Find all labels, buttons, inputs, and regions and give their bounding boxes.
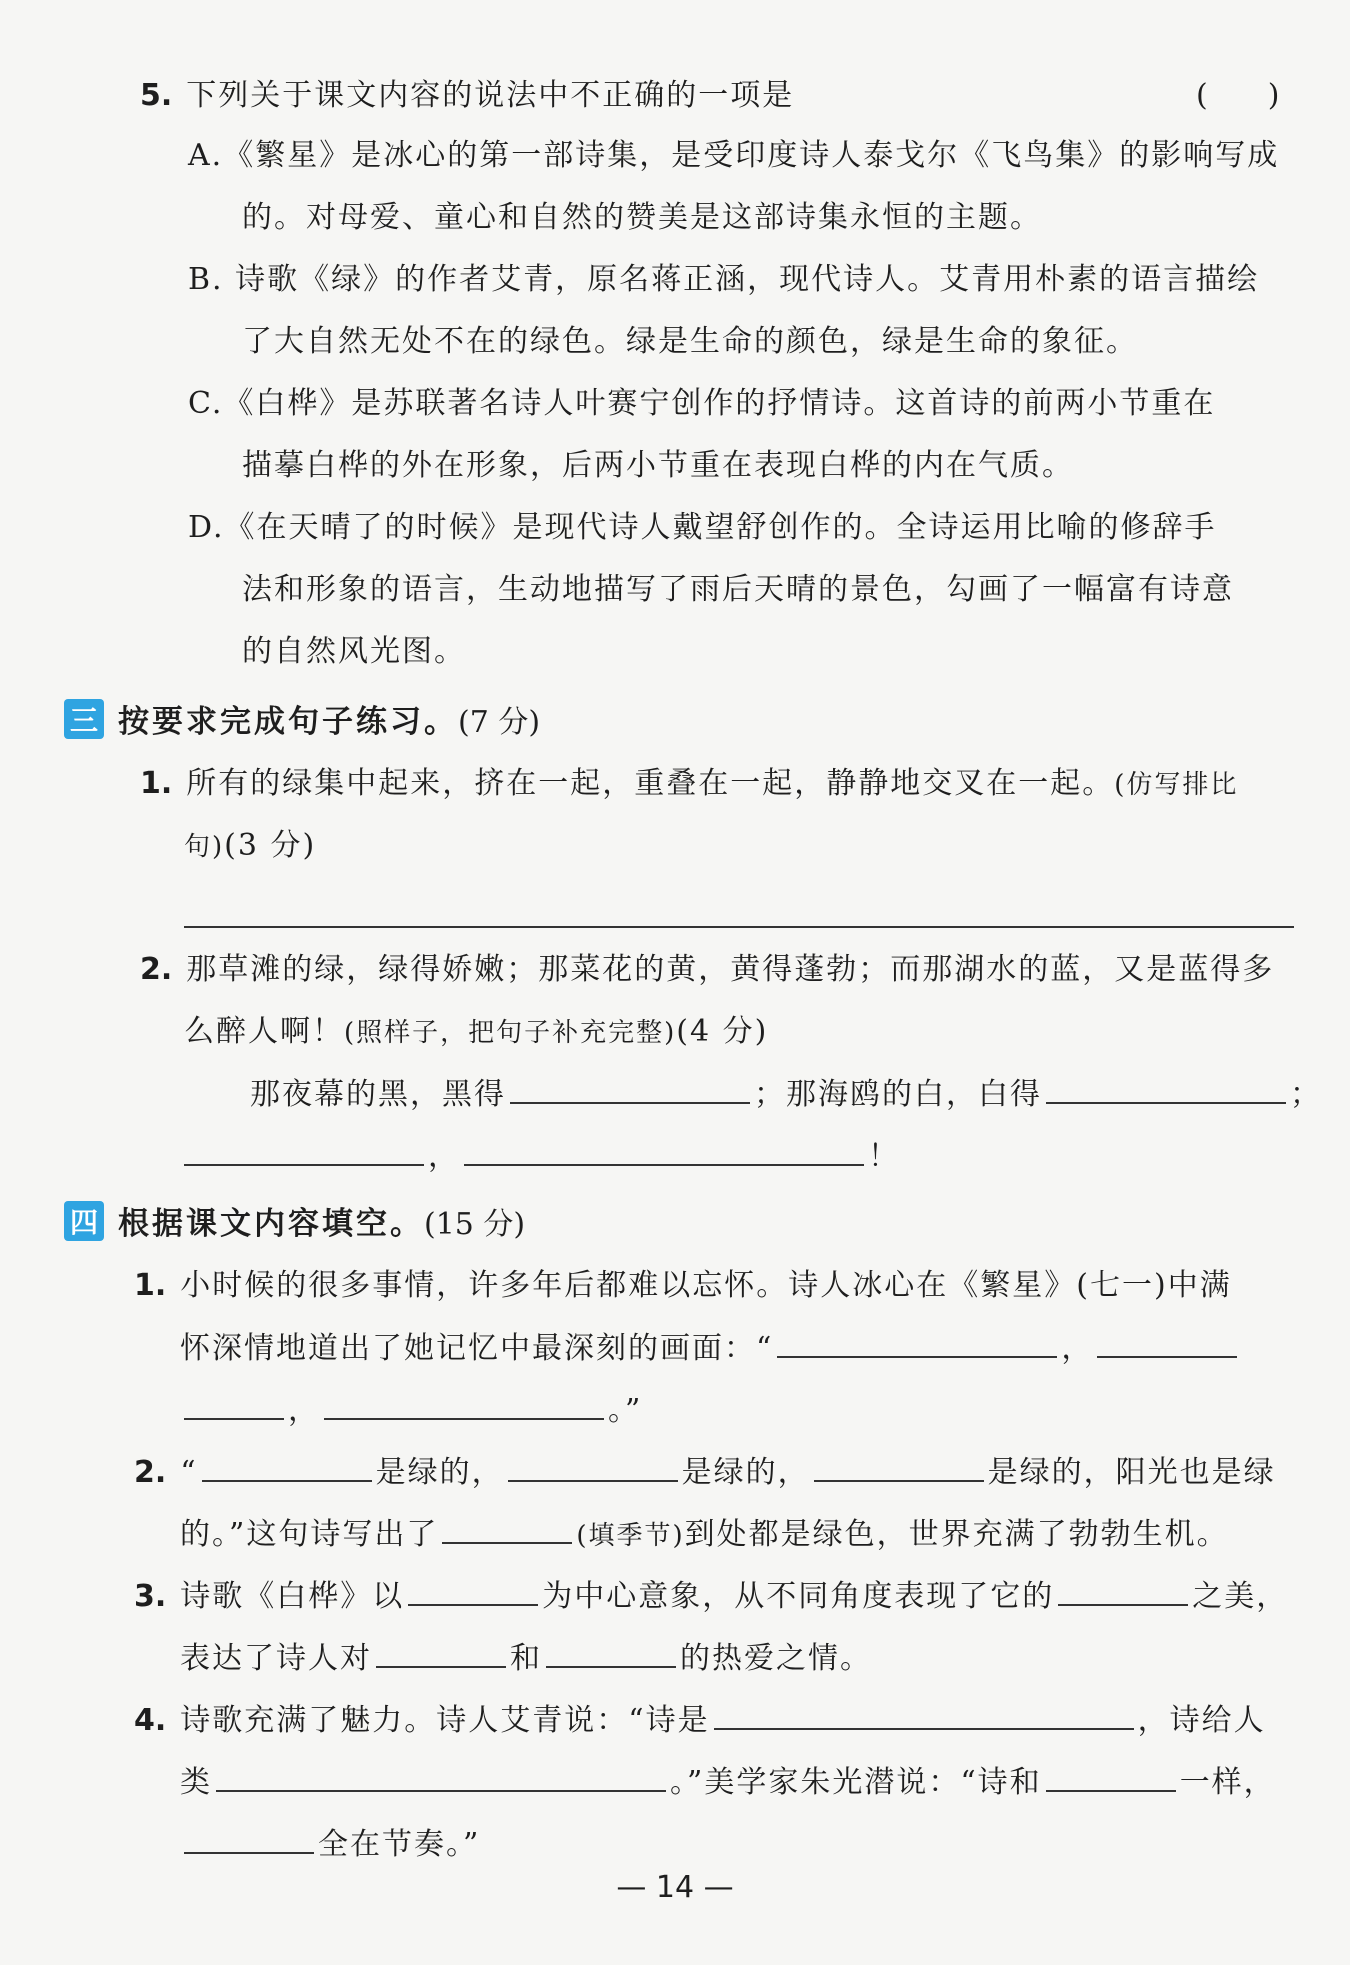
- s4-q3-text-2: 为中心意象，从不同角度表现了它的: [542, 1579, 1055, 1614]
- page-number: — 14 —: [616, 1870, 734, 1905]
- s4-q1-end-quote: 。”: [608, 1393, 643, 1428]
- s3-q2-number: 2.: [140, 952, 173, 987]
- s3-q2-prompt-a: 那夜幕的黑，黑得: [250, 1077, 506, 1112]
- s4-q4-blank-1[interactable]: [714, 1700, 1134, 1730]
- s4-q4-blank-3[interactable]: [1046, 1762, 1176, 1792]
- section-3-title: 按要求完成句子练习。: [118, 704, 458, 740]
- s4-q1-blank-1[interactable]: [777, 1328, 1057, 1358]
- s4-q2-blank-1[interactable]: [202, 1452, 372, 1482]
- s4-q3-text-1: 诗歌《白桦》以: [180, 1579, 405, 1614]
- s4-q4-line2: [180, 1762, 1276, 1803]
- s3-q2-prompt-b: ；那海鸥的白，白得: [754, 1077, 1042, 1112]
- s3-q2-line2: [184, 1012, 768, 1053]
- s4-q2-text-3: 是绿的，阳光也是绿: [987, 1455, 1276, 1490]
- s3-q2-text-end: 么醉人啊！: [184, 1014, 344, 1049]
- s3-q2-line3: [250, 1074, 1322, 1115]
- q5-stem: [140, 76, 794, 116]
- s3-q1-score: (3 分): [224, 828, 317, 863]
- s4-q4-text-6: 全在节奏。”: [318, 1827, 481, 1862]
- q5-option-d-line3: 的自然风光图。: [242, 634, 466, 669]
- s3-q2-blank-2[interactable]: [1046, 1074, 1286, 1104]
- s4-q1-line3: [180, 1390, 642, 1431]
- s4-q3-line1: [134, 1576, 1288, 1617]
- s4-q1-blank-2[interactable]: [1097, 1328, 1237, 1358]
- s4-q2-open-quote: “: [180, 1455, 198, 1490]
- s4-q3-text-4: 表达了诗人对: [180, 1641, 372, 1676]
- s4-q2-line1: [134, 1452, 1276, 1493]
- s3-q2-blank-4[interactable]: [464, 1136, 864, 1166]
- q5-number: 5.: [140, 78, 173, 113]
- s4-q1-line2: [180, 1328, 1241, 1369]
- s4-q1-comma-2: ，: [288, 1393, 320, 1428]
- s4-q3-text-6: 的热爱之情。: [680, 1641, 872, 1676]
- s3-q2-score: (4 分): [676, 1014, 769, 1049]
- s3-q1-answer-line[interactable]: [184, 926, 1294, 928]
- s4-q3-number: 3.: [134, 1579, 167, 1614]
- q5-option-b-line1: B. 诗歌《绿》的作者艾青，原名蒋正涵，现代诗人。艾青用朴素的语言描绘: [188, 262, 1260, 297]
- s4-q4-line3: [180, 1824, 480, 1865]
- s4-q4-line1: [134, 1700, 1266, 1741]
- s4-q4-text-3: 类: [180, 1765, 212, 1800]
- q5-option-a-line1: A.《繁星》是冰心的第一部诗集，是受印度诗人泰戈尔《飞鸟集》的影响写成: [188, 138, 1280, 173]
- s4-q4-text-2: ，诗给人: [1137, 1703, 1266, 1738]
- s3-q2-prompt-c: ；: [1290, 1077, 1322, 1112]
- s4-q3-line2: [180, 1638, 872, 1679]
- s4-q2-text-2: 是绿的，: [681, 1455, 810, 1490]
- s4-q4-text-5: 一样，: [1179, 1765, 1276, 1800]
- s4-q2-text-1: 是绿的，: [375, 1455, 504, 1490]
- s4-q1-blank-2-cont[interactable]: [184, 1390, 284, 1420]
- s4-q1-number: 1.: [134, 1268, 167, 1303]
- q5-option-d-line2: 法和形象的语言，生动地描写了雨后天晴的景色，勾画了一幅富有诗意: [242, 572, 1234, 607]
- s4-q1-prompt: 怀深情地道出了她记忆中最深刻的画面：“: [180, 1331, 774, 1366]
- s4-q3-blank-3[interactable]: [376, 1638, 506, 1668]
- s4-q1-blank-3[interactable]: [324, 1390, 604, 1420]
- q5-answer-bracket[interactable]: ( ): [1196, 78, 1280, 113]
- s3-q1-line2: [184, 826, 316, 867]
- section-3-header: [64, 696, 540, 741]
- s4-q1-comma: ，: [1061, 1331, 1094, 1366]
- s4-q3-blank-2[interactable]: [1058, 1576, 1188, 1606]
- s4-q2-blank-3[interactable]: [814, 1452, 984, 1482]
- s3-q1-note-end: 句): [184, 832, 225, 862]
- s3-q1-text: 所有的绿集中起来，挤在一起，重叠在一起，静静地交叉在一起。: [186, 766, 1115, 801]
- q5-option-a-line2: 的。对母爱、童心和自然的赞美是这部诗集永恒的主题。: [242, 200, 1042, 235]
- s4-q2-text-end: 到处都是绿色，世界充满了勃勃生机。: [684, 1517, 1229, 1552]
- s4-q2-blank-2[interactable]: [508, 1452, 678, 1482]
- s4-q2-blank-season[interactable]: [442, 1514, 572, 1544]
- s3-q2-line1: [140, 950, 1274, 990]
- s3-q2-exclaim: ！: [868, 1139, 900, 1174]
- q5-option-b-line2: 了大自然无处不在的绿色。绿是生命的颜色，绿是生命的象征。: [242, 324, 1138, 359]
- s4-q3-text-5: 和: [510, 1641, 542, 1676]
- s3-q2-note: (照样子，把句子补充完整): [344, 1018, 677, 1048]
- q5-option-c-line2: 描摹白桦的外在形象，后两小节重在表现白桦的内在气质。: [242, 448, 1074, 483]
- section-4-header: [64, 1198, 525, 1243]
- s4-q1-line1: [134, 1266, 1232, 1306]
- s3-q2-comma: ，: [428, 1139, 460, 1174]
- s3-q2-text: 那草滩的绿，绿得娇嫩；那菜花的黄，黄得蓬勃；而那湖水的蓝，又是蓝得多: [186, 952, 1275, 987]
- s4-q4-text-1: 诗歌充满了魅力。诗人艾青说：“诗是: [180, 1703, 710, 1738]
- s3-q2-blank-3[interactable]: [184, 1136, 424, 1166]
- s3-q1-number: 1.: [140, 766, 173, 801]
- section-4-badge: 四: [64, 1201, 104, 1241]
- s4-q2-prompt: 的。”这句诗写出了: [180, 1517, 439, 1552]
- q5-option-c-line1: C.《白桦》是苏联著名诗人叶赛宁创作的抒情诗。这首诗的前两小节重在: [188, 386, 1216, 421]
- s4-q3-blank-1[interactable]: [408, 1576, 538, 1606]
- section-4-score: (15 分): [424, 1206, 526, 1242]
- q5-option-d-line1: D.《在天晴了的时候》是现代诗人戴望舒创作的。全诗运用比喻的修辞手: [188, 510, 1217, 545]
- section-3-score: (7 分): [458, 704, 541, 740]
- s4-q2-line2: [180, 1514, 1229, 1556]
- section-4-title: 根据课文内容填空。: [118, 1206, 424, 1242]
- s4-q4-blank-4[interactable]: [184, 1824, 314, 1854]
- s4-q1-text: 小时候的很多事情，许多年后都难以忘怀。诗人冰心在《繁星》(七一)中满: [180, 1268, 1232, 1303]
- s3-q1-note: (仿写排比: [1114, 770, 1239, 800]
- q5-stem-text: 下列关于课文内容的说法中不正确的一项是: [186, 78, 795, 113]
- s3-q2-line4: [180, 1136, 900, 1177]
- s3-q1-line1: [140, 764, 1238, 805]
- s4-q4-blank-2[interactable]: [216, 1762, 666, 1792]
- section-3-badge: 三: [64, 699, 104, 739]
- s4-q2-number: 2.: [134, 1455, 167, 1490]
- s4-q3-blank-4[interactable]: [546, 1638, 676, 1668]
- s4-q3-text-3: 之美，: [1192, 1579, 1289, 1614]
- s4-q4-text-4: 。”美学家朱光潜说：“诗和: [670, 1765, 1042, 1800]
- s4-q4-number: 4.: [134, 1703, 167, 1738]
- s3-q2-blank-1[interactable]: [510, 1074, 750, 1104]
- s4-q2-note: (填季节): [576, 1521, 685, 1551]
